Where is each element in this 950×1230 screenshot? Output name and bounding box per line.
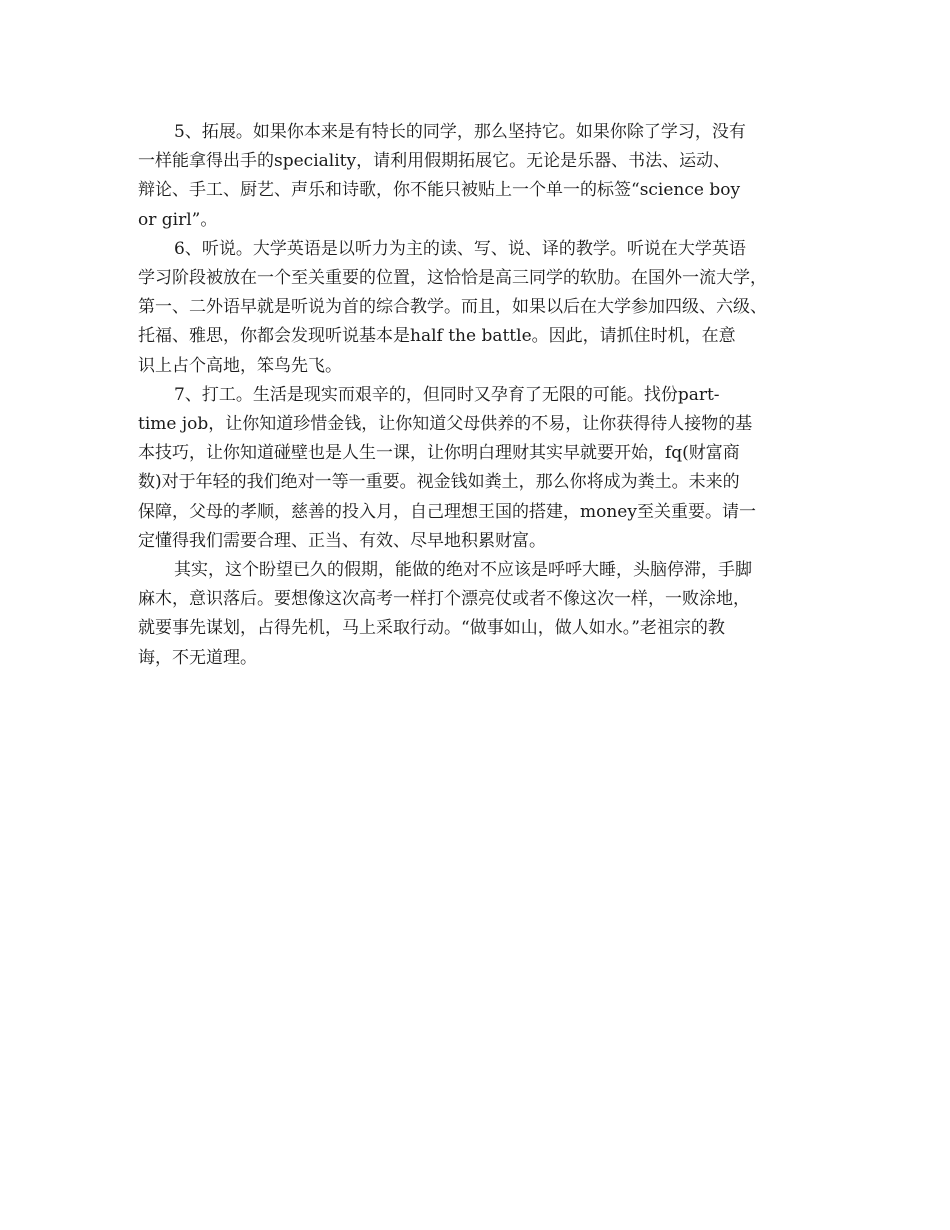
text-line: or girl”。 [138, 209, 218, 230]
text-line: 7、打工。生活是现实而艰辛的，但同时又孕育了无限的可能。找份part- [174, 384, 720, 405]
text-line: 麻木，意识落后。要想像这次高考一样打个漂亮仗或者不像这次一样，一败涂地， [138, 589, 750, 610]
text-line: 识上占个高地，笨鸟先飞。 [138, 355, 342, 376]
document-body [138, 118, 813, 673]
text-line: 就要事先谋划，占得先机，马上采取行动。“做事如山，做人如水。”老祖宗的教 [138, 618, 725, 639]
text-line: 第一、二外语早就是听说为首的综合教学。而且，如果以后在大学参加四级、六级、 [138, 297, 767, 318]
text-line: 其实，这个盼望已久的假期，能做的绝对不应该是呼呼大睡，头脑停滞，手脚 [174, 560, 752, 581]
paragraph-conclusion [138, 556, 813, 673]
paragraph-expand [138, 118, 813, 235]
text-line: 5、拓展。如果你本来是有特长的同学，那么坚持它。如果你除了学习，没有 [174, 122, 746, 142]
text-line: 本技巧，让你知道碰壁也是人生一课，让你明白理财其实早就要开始，fq(财富商 [138, 443, 740, 464]
text-line: 学习阶段被放在一个至关重要的位置，这恰恰是高三同学的软肋。在国外一流大学， [138, 268, 767, 289]
text-line: 托福、雅思，你都会发现听说基本是half the battle。因此，请抓住时机，在意 [138, 326, 736, 347]
text-line: 一样能拿得出手的speciality，请利用假期拓展它。无论是乐器、书法、运动、 [138, 151, 731, 172]
text-line: 定懂得我们需要合理、正当、有效、尽早地积累财富。 [138, 530, 546, 551]
paragraph-part-time-work [138, 381, 813, 556]
text-line: 辩论、手工、厨艺、声乐和诗歌，你不能只被贴上一个单一的标签“science boy [138, 180, 741, 201]
text-line: 保障，父母的孝顺，慈善的投入月，自己理想王国的搭建，money至关重要。请一 [138, 501, 756, 522]
paragraph-listening-speaking [138, 235, 813, 381]
text-line: 6、听说。大学英语是以听力为主的读、写、说、译的教学。听说在大学英语 [174, 238, 746, 259]
text-line: 诲，不无道理。 [138, 647, 257, 668]
text-line: time job，让你知道珍惜金钱，让你知道父母供养的不易，让你获得待人接物的基 [138, 414, 753, 435]
text-line: 数)对于年轻的我们绝对一等一重要。视金钱如粪土，那么你将成为粪土。未来的 [138, 472, 740, 493]
